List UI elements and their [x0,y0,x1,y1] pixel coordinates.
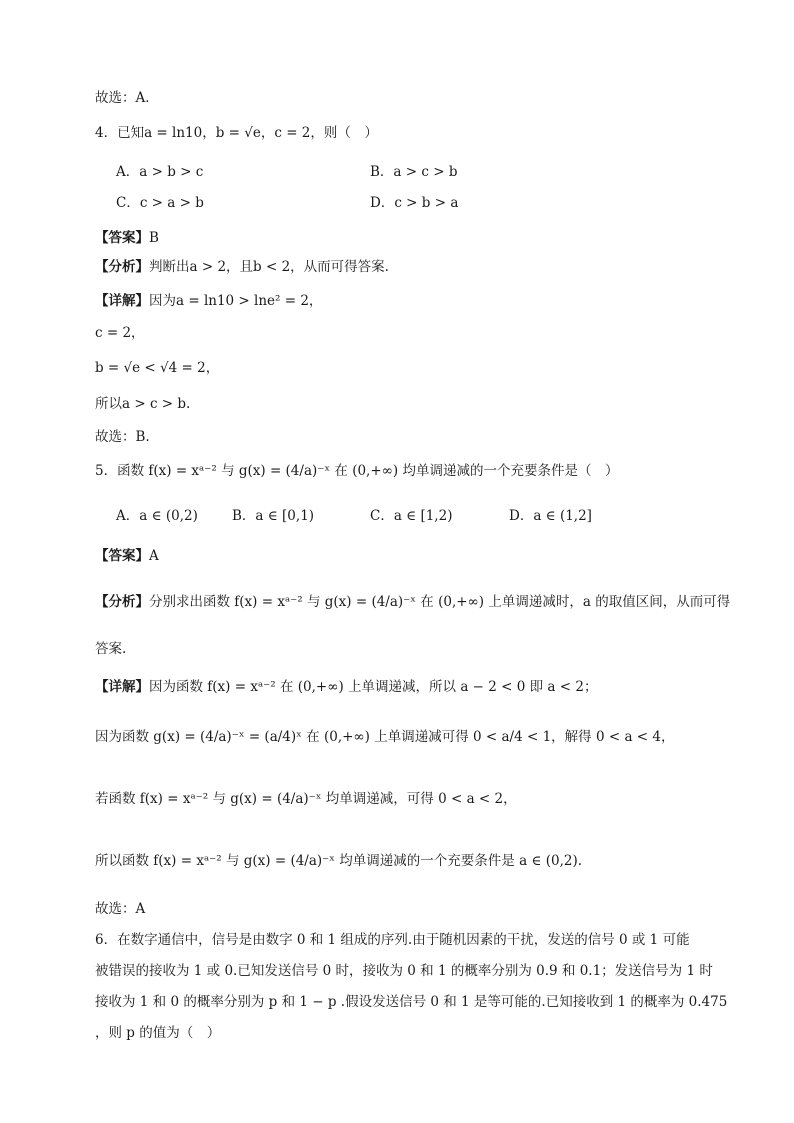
q6-line-2: 被错误的接收为 1 或 0.已知发送信号 0 时，接收为 0 和 1 的概率分别为 0.9 和 0.1；发送信号为 1 时 [95,963,713,979]
q4-option-a: A．a > b > c [116,164,204,180]
detail-text: 因为函数 f(x) = xᵃ⁻² 在 (0,+∞) 上单调递减，所以 a − 2 < 0 即 a < 2； [149,679,598,695]
q5-answer [95,544,159,564]
answer-tag: 【答案】 [95,548,149,564]
q4-choose: 故选：B. [95,429,150,445]
q5-option-a: A．a ∈ (0,2) [116,508,198,524]
q5-detail-4: 所以函数 f(x) = xᵃ⁻² 与 g(x) = (4/a)⁻ˣ 均单调递减的一个充要条件是 a ∈ (0,2). [95,853,583,869]
q4-detail-1 [95,289,322,309]
q4-option-c: C．c > a > b [116,195,204,211]
q4-option-b: B．a > c > b [370,164,458,180]
analysis-text: 判断出a > 2，且b < 2，从而可得答案. [149,259,389,275]
previous-choose: 故选：A． [95,90,159,106]
q4-stem: 4．已知a = ln10，b = √e，c = 2，则（ ） [95,125,378,141]
q5-choose: 故选：A [95,901,146,917]
analysis-tag: 【分析】 [95,259,149,275]
q4-detail-3: b = √e < √4 = 2， [95,360,220,376]
q4-analysis [95,255,389,275]
detail-tag: 【详解】 [95,293,149,309]
q5-detail-2: 因为函数 g(x) = (4/a)⁻ˣ = (a/4)ˣ 在 (0,+∞) 上单调递减可得 0 < a/4 < 1，解得 0 < a < 4， [95,729,675,745]
answer-tag: 【答案】 [95,230,149,246]
q6-line-1: 6．在数字通信中，信号是由数字 0 和 1 组成的序列.由于随机因素的干扰，发送的信号 0 或 1 可能 [95,932,690,948]
detail-text: 因为a = ln10 > lne² = 2， [149,293,323,309]
q6-line-3: 接收为 1 和 0 的概率分别为 p 和 1 − p .假设发送信号 0 和 1 是等可能的.已知接收到 1 的概率为 0.475 [95,994,728,1010]
detail-tag: 【详解】 [95,679,149,695]
q4-option-d: D．c > b > a [370,195,459,211]
analysis-tag: 【分析】 [95,594,149,610]
q5-detail-3: 若函数 f(x) = xᵃ⁻² 与 g(x) = (4/a)⁻ˣ 均单调递减，可得 0 < a < 2， [95,791,517,807]
q6-line-4: ，则 p 的值为（ ） [95,1025,221,1041]
q5-detail-1 [95,675,597,695]
q4-detail-2: c = 2， [95,325,145,341]
answer-value: B [149,230,159,246]
q5-analysis-cont: 答案. [95,641,127,657]
analysis-text: 分别求出函数 f(x) = xᵃ⁻² 与 g(x) = (4/a)⁻ˣ 在 (0,+∞) 上单调递减时，a 的取值区间，从而可得 [149,594,731,610]
q4-answer [95,226,159,246]
q5-analysis [95,590,730,610]
answer-value: A [149,548,159,564]
q4-detail-4: 所以a > c > b. [95,396,191,412]
q5-option-b: B．a ∈ [0,1) [232,508,315,524]
q5-option-c: C．a ∈ [1,2) [370,508,453,524]
q5-stem: 5．函数 f(x) = xᵃ⁻² 与 g(x) = (4/a)⁻ˣ 在 (0,+∞) 均单调递减的一个充要条件是（ ） [95,463,619,479]
q5-option-d: D．a ∈ (1,2] [509,508,592,524]
